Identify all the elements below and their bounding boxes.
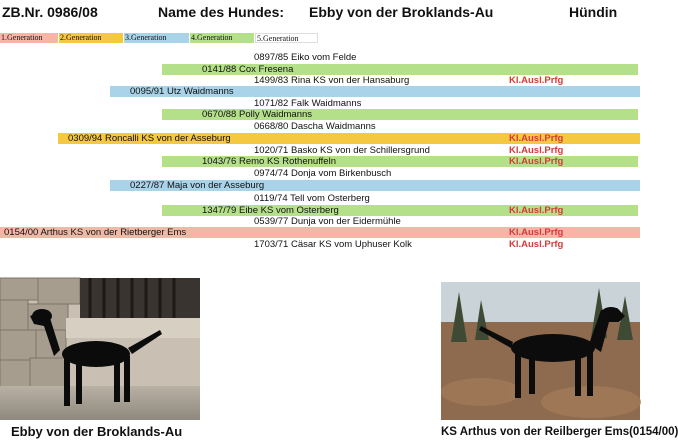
dog-photo-arthus (441, 282, 640, 420)
legend-gen4: 4.Generation (190, 33, 254, 43)
pedigree-entry: 0974/74 Donja vom Birkenbusch (254, 168, 392, 179)
sex-label: Hündin (569, 4, 618, 20)
prfg-label: Kl.Ausl.Prfg (509, 133, 564, 144)
legend-gen1: 1.Generation (0, 33, 58, 43)
pedigree-entry: 0539/77 Dunja von der Eidermühle (254, 216, 401, 227)
pedigree-entry: 1071/82 Falk Waidmanns (254, 98, 362, 109)
prfg-label: Kl.Ausl.Prfg (509, 75, 564, 86)
legend-gen2: 2.Generation (59, 33, 123, 43)
pedigree-entry: 0119/74 Tell vom Osterberg (254, 193, 370, 204)
caption-arthus: KS Arthus von der Reilberger Ems(0154/00) (441, 426, 678, 438)
registration-number: ZB.Nr. 0986/08 (2, 4, 98, 20)
prfg-label: Kl.Ausl.Prfg (509, 145, 564, 156)
pedigree-entry: 1703/71 Cäsar KS vom Uphuser Kolk (254, 239, 412, 250)
name-label: Name des Hundes: (158, 4, 285, 20)
dog-photo-ebby (0, 278, 200, 420)
pedigree-entry: 0309/94 Roncalli KS von der Asseburg (68, 133, 231, 144)
pedigree-entry: 1020/71 Basko KS von der Schillersgrund (254, 145, 430, 156)
pedigree-entry: 0897/85 Eiko vom Felde (254, 52, 357, 63)
prfg-label: Kl.Ausl.Prfg (509, 227, 564, 238)
prfg-label: Kl.Ausl.Prfg (509, 205, 564, 216)
pedigree-entry: 1043/76 Remo KS Rothenuffeln (202, 156, 336, 167)
pedigree-entry: 0668/80 Dascha Waidmanns (254, 121, 376, 132)
dog-name: Ebby von der Broklands-Au (309, 4, 494, 20)
legend-gen5: 5.Generation (255, 33, 318, 43)
caption-ebby: Ebby von der Broklands-Au (11, 424, 183, 439)
pedigree-entry: 0095/91 Utz Waidmanns (130, 86, 234, 97)
pedigree-entry: 0141/88 Cox Fresena (202, 64, 294, 75)
pedigree-entry: 0154/00 Arthus KS von der Rietberger Ems (4, 227, 187, 238)
prfg-label: Kl.Ausl.Prfg (509, 239, 564, 250)
pedigree-entry: 0670/88 Polly Waidmanns (202, 109, 313, 120)
pedigree-entry: 1347/79 Eibe KS vom Osterberg (202, 205, 339, 216)
pedigree-entry: 0227/87 Maja von der Asseburg (130, 180, 265, 191)
pedigree-entry: 1499/83 Rina KS von der Hansaburg (254, 75, 410, 86)
prfg-label: Kl.Ausl.Prfg (509, 156, 564, 167)
legend-gen3: 3.Generation (124, 33, 189, 43)
